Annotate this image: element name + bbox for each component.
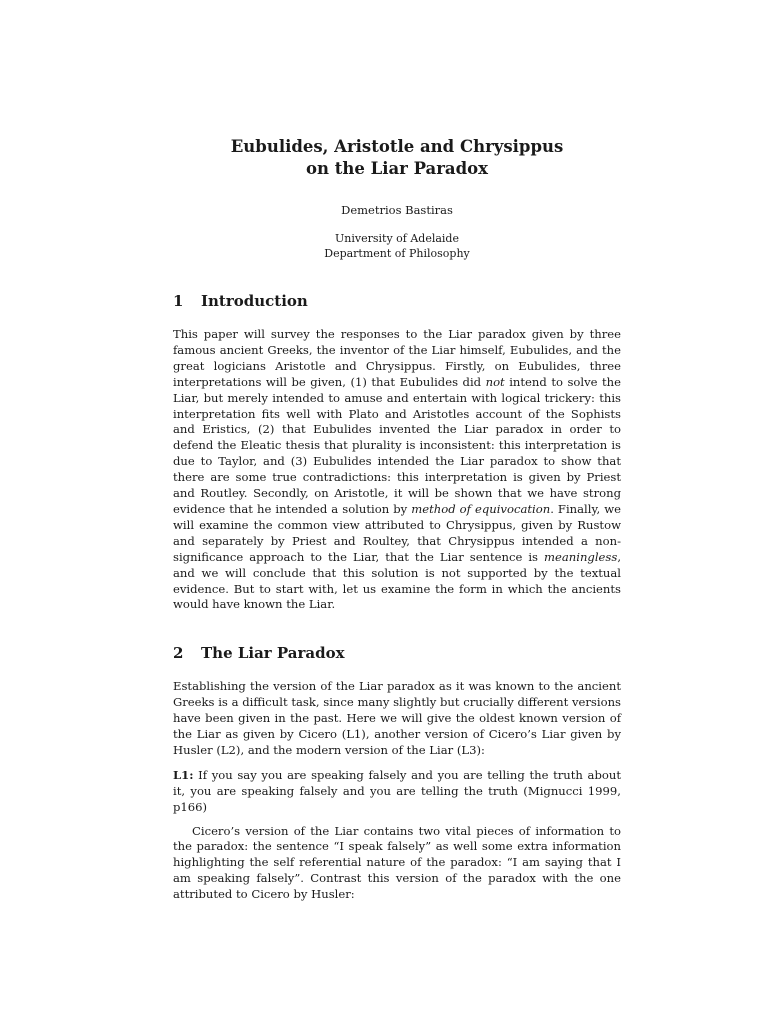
paragraph: Establishing the version of the Liar paradox as it was known to the ancient Greeks is a difficult task, since many slightly but crucially different versions have been given in the past. Here we will give the oldest known version of the Liar as given by Cicero (L1), another version of Cicero’s Liar given by Husler (L2), and the modern version of the Liar (L3): [173,679,621,757]
emphasis-text: not [485,374,505,389]
paper-title [173,136,621,180]
emphasis-text: method of equivocation [411,501,551,516]
quote-text: If you say you are speaking falsely and you are telling the truth about it, you are speaking falsely and you are telling the truth (Mignucci 1999, p166) [173,767,621,814]
quoted-liar-version [173,768,621,816]
affiliation-university: University of Adelaide [335,232,459,245]
paragraph [173,327,621,613]
emphasis-text: meaningless [544,549,618,564]
section-number: 2 [173,644,184,663]
title-line-1: Eubulides, Aristotle and Chrysippus [230,137,564,156]
quote-label: L1: [173,767,194,782]
section-number: 1 [173,292,184,310]
section-heading [173,291,621,311]
paragraph-text: intend to solve the Liar, but merely intended to amuse and entertain with logical trickery: this interpretation fits well with Plato and Aristotles account of the Sophists and Eristics, (2) that Eubulides invented the Liar paradox in order to defend the Eleatic thesis that plurality is inconsistent: this interpretation is due to Taylor, and (3) Eubulides intended the Liar paradox to show that there are some true contradictions: this interpretation is given by Priest and Routley. Secondly, on Aristotle, it will be shown that we have strong evidence that he intended a solution by [173,374,621,516]
title-line-2: on the Liar Paradox [305,159,489,178]
affiliation [173,231,621,261]
affiliation-department: Department of Philosophy [324,247,470,260]
author-name: Demetrios Bastiras [341,203,453,217]
section-introduction [173,291,621,613]
section-title: Introduction [201,292,308,310]
paragraph-text: , and we will conclude that this solution is not supported by the textual evidence. But to start with, let us examine the form in which the ancients would have known the Liar. [173,549,621,612]
paper-page [173,136,621,903]
section-heading [173,643,621,663]
paragraph-text: . Finally, we will examine the common view attributed to Chrysippus, given by Rustow and separately by Priest and Roultey, that Chrysippus intended a non-significance approach to the Liar, that the Liar sentence is [173,501,621,564]
section-liar-paradox [173,643,621,903]
paragraph: Cicero’s version of the Liar contains two vital pieces of information to the paradox: the sentence “I speak falsely” as well some extra information highlighting the self referential nature of the paradox: “I am saying that I am speaking falsely”. Contrast this version of the paradox with the one attributed to Cicero by Husler: [173,823,621,902]
paragraph-text: This paper will survey the responses to the Liar paradox given by three famous ancient Greeks, the inventor of the Liar himself, Eubulides, and the great logicians Aristotle and Chrysippus. Firstly, on Eubulides, three interpretations will be given, (1) that Eubulides did [173,327,621,389]
section-title: The Liar Paradox [201,644,345,663]
